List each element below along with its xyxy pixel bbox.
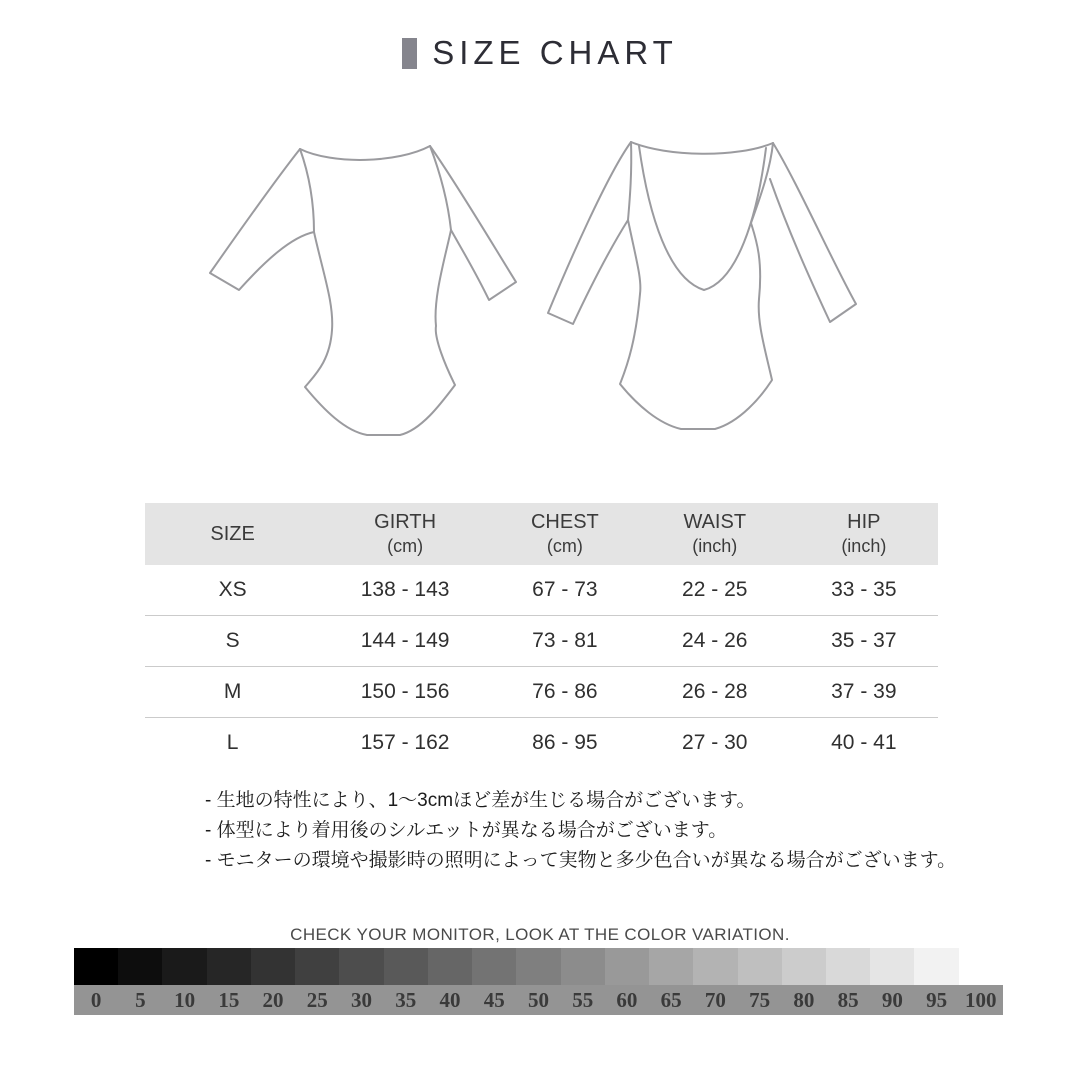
gray-value-label-80: 80 [793, 987, 815, 1012]
gray-swatch-100 [959, 948, 1003, 985]
gray-value-label-5: 5 [135, 987, 146, 1012]
table-row-s [145, 616, 938, 667]
header-label: GIRTH [374, 511, 437, 533]
gray-value-label-10: 10 [174, 987, 196, 1012]
cell-s-girth: 144 - 149 [360, 629, 450, 652]
cell-l-girth: 157 - 162 [360, 731, 450, 754]
header-unit: (cm) [387, 536, 424, 556]
cell-m-size: M [223, 680, 242, 703]
leotard-back-drawing [537, 127, 887, 447]
gray-value-label-85: 85 [837, 987, 859, 1012]
gray-swatch-35 [384, 948, 428, 985]
gray-swatch-65 [649, 948, 693, 985]
cell-xs-chest: 67 - 73 [532, 578, 598, 601]
table-row-l [145, 718, 938, 768]
table-row-xs [145, 565, 938, 616]
cell-s-chest: 73 - 81 [532, 629, 598, 652]
gray-swatch-70 [693, 948, 737, 985]
gray-swatch-45 [472, 948, 516, 985]
header-label: SIZE [210, 523, 255, 545]
cell-s-hip: 35 - 37 [831, 629, 897, 652]
cell-xs-hip: 33 - 35 [831, 578, 897, 601]
gray-value-label-70: 70 [704, 987, 726, 1012]
header-label: HIP [847, 511, 881, 533]
gray-value-label-100: 100 [965, 987, 997, 1012]
title-accent-bar-icon [402, 38, 417, 69]
header-unit: (cm) [546, 536, 583, 556]
gray-value-label-0: 0 [90, 987, 102, 1012]
leotard-front-drawing [193, 133, 533, 453]
note-line-3: - モニターの環境や撮影時の照明によって実物と多少色合いが異なる場合がございます。 [205, 850, 957, 871]
monitor-check-text: CHECK YOUR MONITOR, LOOK AT THE COLOR VARIATION. [290, 925, 790, 944]
cell-m-chest: 76 - 86 [532, 680, 598, 703]
gray-value-label-75: 75 [749, 987, 771, 1012]
gray-value-label-40: 40 [439, 987, 461, 1012]
gray-value-label-60: 60 [616, 987, 638, 1012]
notes-list [205, 786, 956, 876]
cell-m-waist: 26 - 28 [682, 680, 748, 703]
header-unit: (inch) [692, 536, 738, 556]
page-title [0, 34, 1080, 72]
size-table [145, 503, 938, 768]
cell-s-waist: 24 - 26 [682, 629, 748, 652]
cell-m-hip: 37 - 39 [831, 680, 897, 703]
cell-l-hip: 40 - 41 [831, 731, 897, 754]
gray-swatch-50 [516, 948, 560, 985]
cell-xs-girth: 138 - 143 [360, 578, 450, 601]
gray-value-label-95: 95 [926, 987, 948, 1012]
gray-swatch-30 [339, 948, 383, 985]
gray-value-label-35: 35 [395, 987, 417, 1012]
gray-swatch-95 [914, 948, 958, 985]
gray-value-label-15: 15 [218, 987, 240, 1012]
header-cell-girth [320, 503, 490, 565]
gray-swatch-20 [251, 948, 295, 985]
note-line-1: - 生地の特性により、1〜3cmほど差が生じる場合がございます。 [205, 790, 756, 811]
header-cell-chest [490, 503, 640, 565]
gray-swatch-10 [162, 948, 206, 985]
header-label: CHEST [530, 511, 599, 533]
gray-value-label-30: 30 [351, 987, 373, 1012]
grayscale-number-strip [74, 985, 1003, 1015]
size-table-body [145, 565, 938, 768]
gray-value-label-55: 55 [572, 987, 594, 1012]
grayscale-calibration-bar [74, 948, 1003, 1015]
grayscale-swatches [74, 948, 1003, 985]
gray-swatch-25 [295, 948, 339, 985]
gray-swatch-90 [870, 948, 914, 985]
gray-value-label-45: 45 [483, 987, 505, 1012]
header-cell-hip [790, 503, 938, 565]
gray-swatch-0 [74, 948, 118, 985]
cell-s-size: S [225, 629, 240, 652]
header-label: WAIST [683, 511, 747, 533]
header-cell-waist [640, 503, 790, 565]
gray-swatch-55 [561, 948, 605, 985]
gray-swatch-75 [738, 948, 782, 985]
page-title-text: SIZE CHART [432, 34, 678, 71]
gray-swatch-85 [826, 948, 870, 985]
table-row-m [145, 667, 938, 718]
gray-value-label-90: 90 [881, 987, 903, 1012]
cell-l-chest: 86 - 95 [532, 731, 598, 754]
cell-xs-size: XS [218, 578, 247, 601]
gray-swatch-15 [207, 948, 251, 985]
cell-m-girth: 150 - 156 [360, 680, 450, 703]
cell-xs-waist: 22 - 25 [682, 578, 748, 601]
note-line-2: - 体型により着用後のシルエットが異なる場合がございます。 [205, 820, 728, 841]
header-unit: (inch) [841, 536, 887, 556]
gray-value-label-65: 65 [660, 987, 682, 1012]
gray-swatch-60 [605, 948, 649, 985]
gray-value-label-50: 50 [527, 987, 549, 1012]
header-cell-size [145, 503, 320, 565]
size-table-header-row [145, 503, 938, 565]
gray-value-label-20: 20 [262, 987, 284, 1012]
cell-l-waist: 27 - 30 [682, 731, 748, 754]
cell-l-size: L [226, 731, 239, 754]
gray-swatch-5 [118, 948, 162, 985]
gray-swatch-80 [782, 948, 826, 985]
gray-swatch-40 [428, 948, 472, 985]
gray-value-label-25: 25 [306, 987, 328, 1012]
